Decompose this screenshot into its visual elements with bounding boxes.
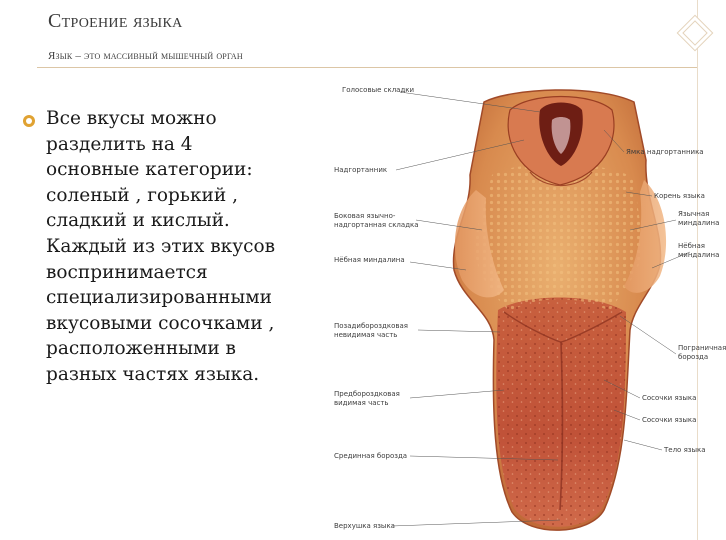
label-tongue-body: Тело языка [664, 446, 706, 454]
label-lateral-glossoepiglottic-fold: Боковая язычно- надгортанная складка [334, 212, 419, 229]
label-presulcal-part: Предбороздковая видимая часть [334, 390, 400, 407]
label-postsulcal-part: Позадибороздковая невидимая часть [334, 322, 408, 339]
label-papillae-2: Сосочки языка [642, 416, 697, 424]
title-underline [37, 67, 697, 68]
label-median-sulcus: Срединная борозда [334, 452, 408, 460]
label-palatine-tonsil-right: Нёбная миндалина [678, 242, 720, 259]
slide-subtitle: Язык – это массивный мышечный орган [48, 50, 243, 62]
label-tongue-root: Корень языка [654, 192, 705, 200]
label-lingual-tonsil: Язычная миндалина [678, 210, 720, 227]
label-papillae-1: Сосочки языка [642, 394, 697, 402]
slide-body-text: Все вкусы можно разделить на 4 основные категории: соленый , горький , сладкий и кислый. Каждый из этих вкусов воспринимается специализированными вкусовыми сосочками , расположенными в разных частях языка. [46, 108, 276, 385]
label-palatine-tonsil-left: Нёбная миндалина [334, 256, 405, 264]
slide-title: Строение языка [48, 10, 183, 32]
label-epiglottis: Надгортанник [334, 166, 388, 174]
bullet-icon [22, 114, 36, 128]
label-vocal-folds: Голосовые складки [342, 86, 415, 94]
tongue-anatomy-figure [334, 80, 726, 540]
label-tongue-apex: Верхушка языка [334, 522, 395, 530]
label-epiglottic-vallecula: Ямка надгортанника [626, 148, 704, 156]
label-terminal-sulcus: Пограничная борозда [678, 344, 726, 361]
